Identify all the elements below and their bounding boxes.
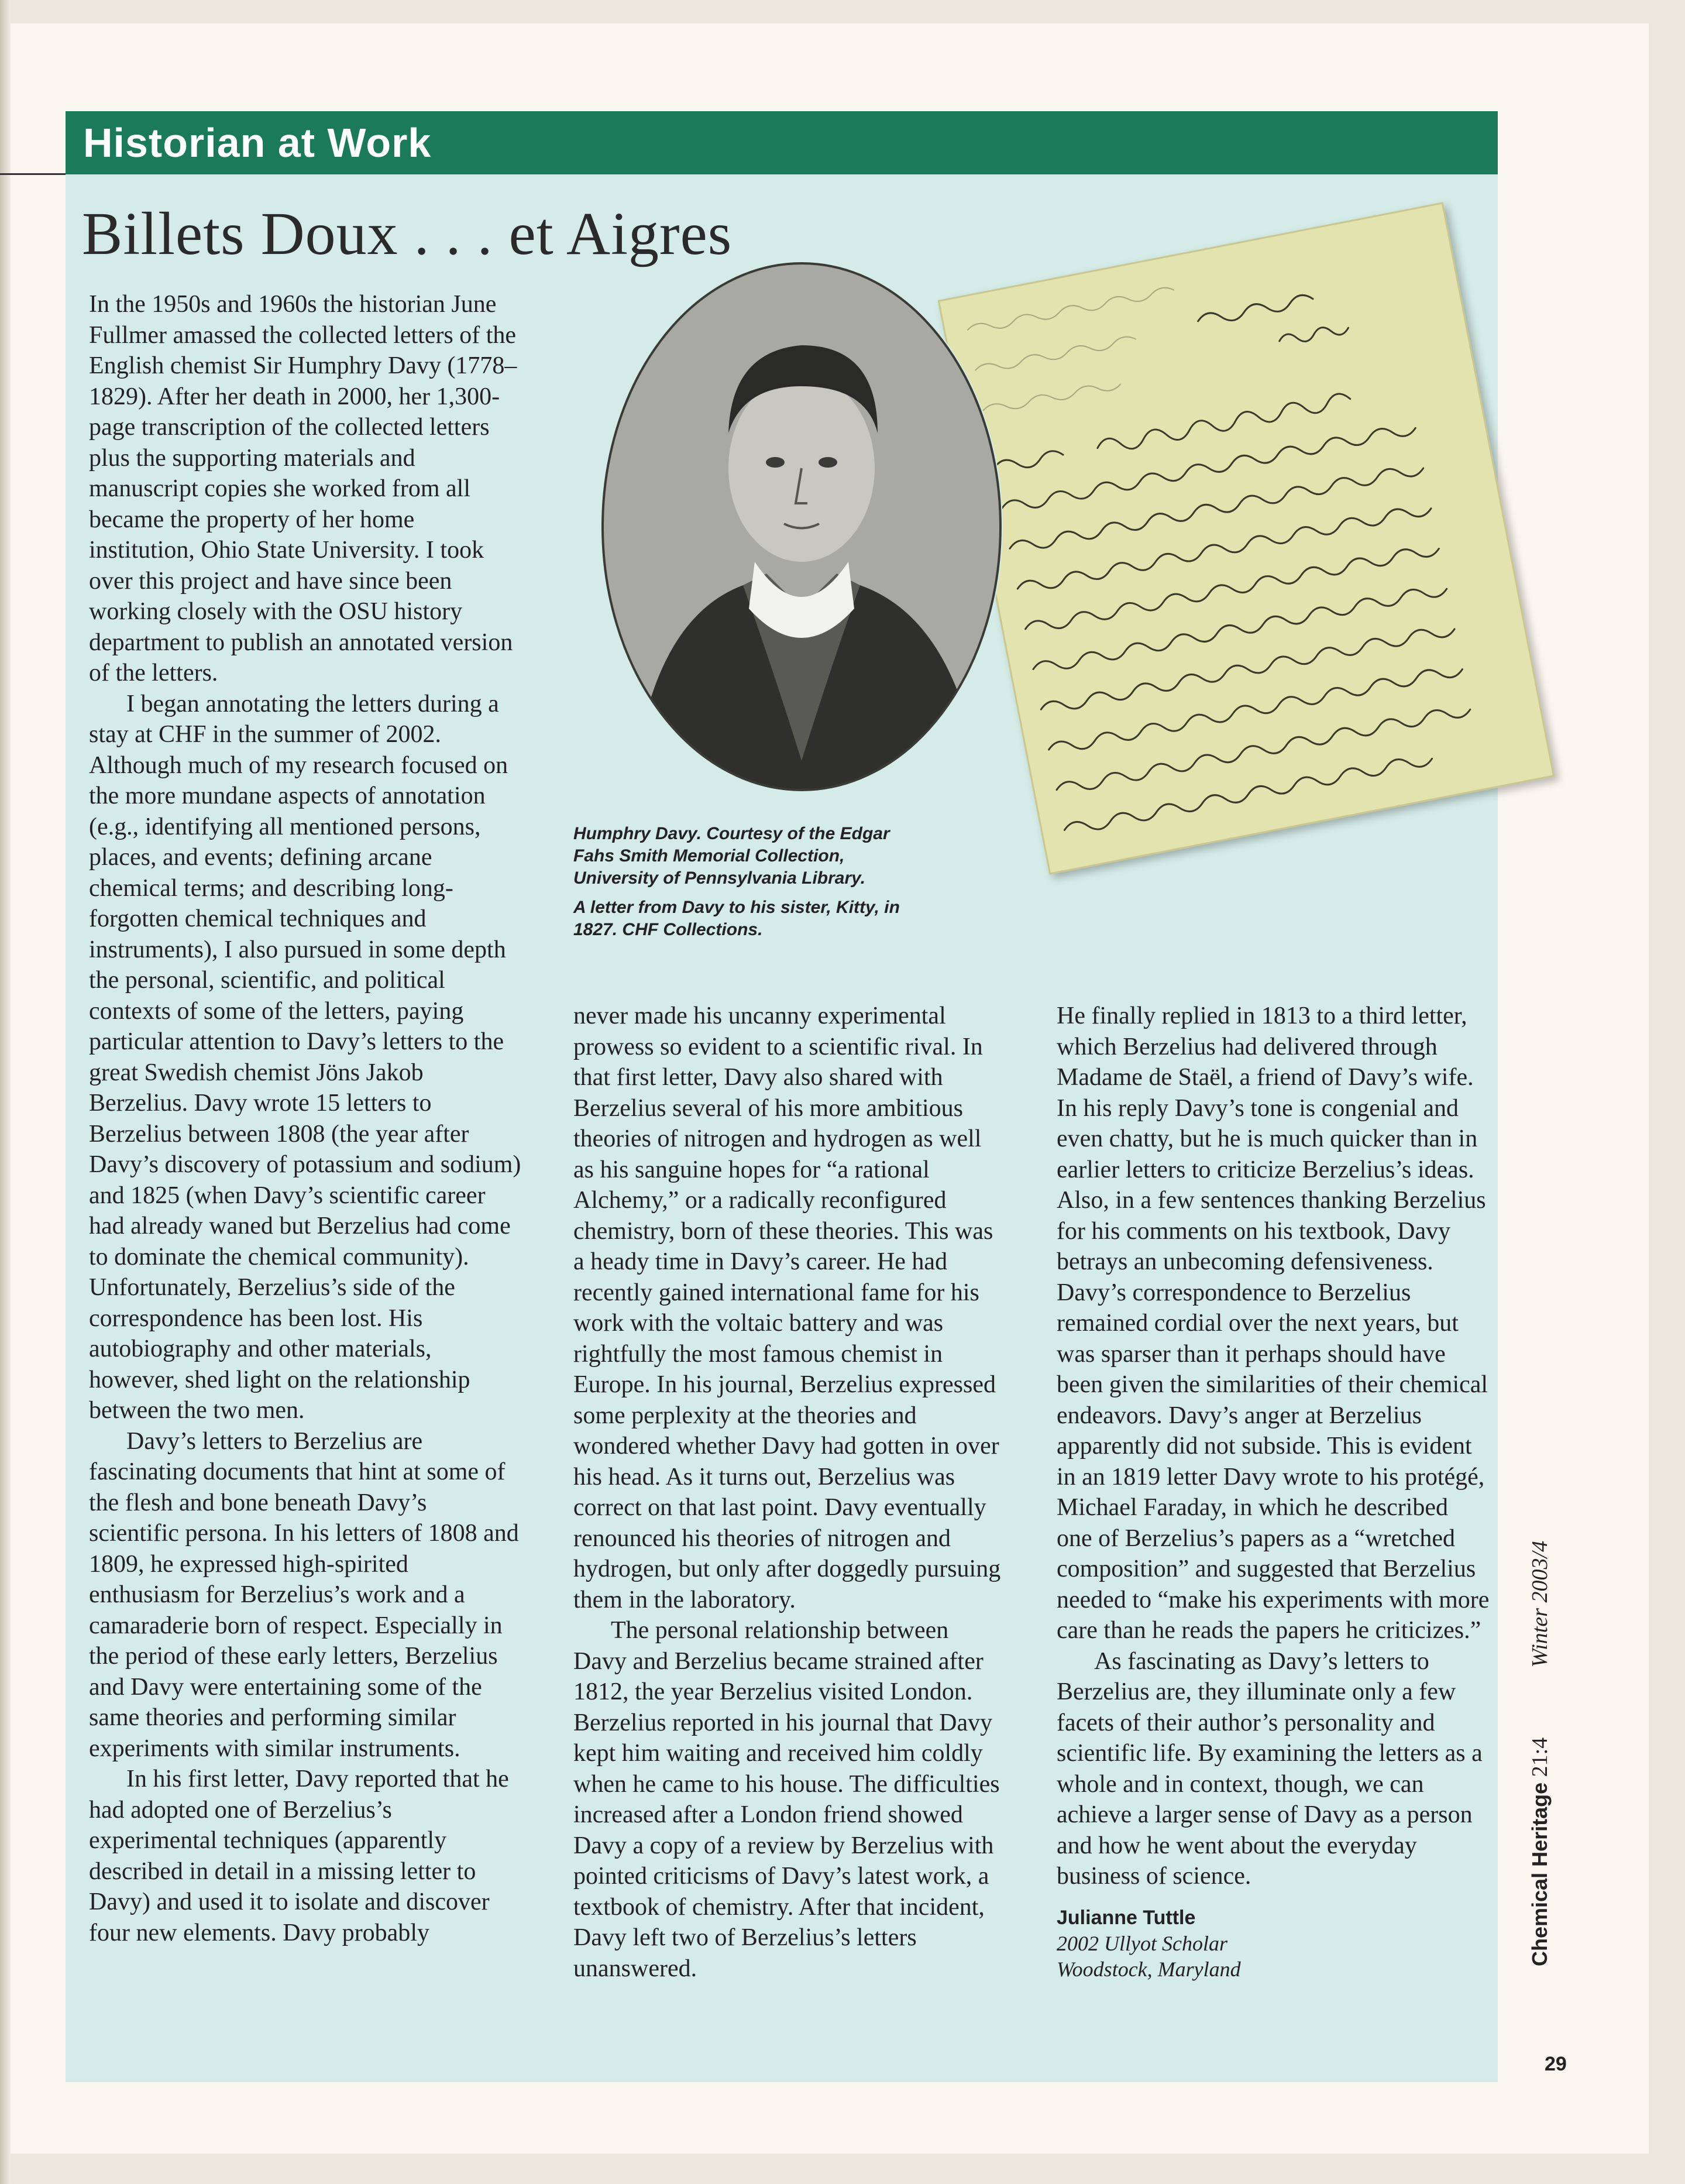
margin-rule xyxy=(0,173,76,175)
humphry-davy-portrait-icon xyxy=(597,257,1006,796)
page-number: 29 xyxy=(1545,2053,1567,2075)
paragraph: I began annotating the letters during a stay at CHF in the summer of 2002. Although much of my research focused on the more mundane aspects of annotation (e.g., identifying all mentioned persons, places, and events; defining arcane chemical terms; and describing long-forgotten chemical techniques and instruments), I also pursued in some depth the personal, scientific, and political contexts of some of the letters, paying particular attention to Davy’s letters to the great Swedish chemist Jöns Jakob Berzelius. Davy wrote 15 letters to Berzelius between 1808 (the year after Davy’s discovery of potassium and sodium) and 1825 (when Davy’s scientific career had already waned but Berzelius had come to dominate the chemical community). Unfortunately, Berzelius’s side of the correspondence has been lost. His autobiography and other materials, however, shed light on the relationship between the two men. xyxy=(89,690,521,1424)
paragraph: As fascinating as Davy’s letters to Berzelius are, they illuminate only a few facets of their author’s personality and scientific life. By examining the letters as a whole and in context, though, we can achieve a larger sense of Davy as a person and how he went about the everyday business of science. xyxy=(1057,1647,1483,1890)
paragraph: never made his uncanny experimental prowess so evident to a scientific rival. In that first letter, Davy also shared with Berzelius several of his more ambitious theories of nitrogen and hydrogen as well as his sanguine hopes for “a rational Alchemy,” or a radically reconfigured chemistry, born of these theories. This was a heady time in Davy’s career. He had recently gained international fame for his work with the voltaic battery and was rightfully the most famous chemist in Europe. In his journal, Berzelius expressed some perplexity at the theories and wondered whether Davy had gotten in over his head. As it turns out, Berzelius was correct on that last point. Davy eventually renounced his theories of nitrogen and hydrogen, but only after doggedly pursuing them in the laboratory. xyxy=(573,1002,1001,1613)
author-name: Julianne Tuttle xyxy=(1057,1906,1196,1929)
author-role: 2002 Ullyot Scholar xyxy=(1057,1931,1227,1955)
paragraph: Davy’s letters to Berzelius are fascinating documents that hint at some of the flesh and bone beneath Davy’s scientific persona. In his letters of 1808 and 1809, he expressed high-spirited enthusiasm for Berzelius’s work and a camaraderie born of respect. Especially in the period of these early letters, Berzelius and Davy were entertaining some of the same theories and performing similar experiments with similar instruments. xyxy=(89,1427,519,1762)
paragraph: The personal relationship between Davy and Berzelius became strained after 1812, the year Berzelius visited London. Berzelius reported in his journal that Davy kept him waiting and received him coldly when he came to his house. The difficulties increased after a London friend showed Davy a copy of a review by Berzelius with pointed criticisms of Davy’s latest work, a textbook of chemistry. After that incident, Davy left two of Berzelius’s letters unanswered. xyxy=(573,1617,1000,1982)
portrait-caption: Humphry Davy. Courtesy of the Edgar Fahs Smith Memorial Collection, University of Pennsylvania Library. xyxy=(573,824,890,888)
article-column-1 xyxy=(89,289,522,1948)
author-location: Woodstock, Maryland xyxy=(1057,1957,1241,1981)
section-title: Historian at Work xyxy=(83,120,432,166)
section-banner xyxy=(66,111,1498,174)
letter-image xyxy=(938,202,1555,875)
journal-season: Winter 2003/4 xyxy=(1528,1540,1552,1668)
article-headline: Billets Doux . . . et Aigres xyxy=(82,200,733,267)
letter-caption: A letter from Davy to his sister, Kitty, in 1827. CHF Collections. xyxy=(573,898,900,939)
page-spine-shadow xyxy=(0,0,11,2184)
article-column-3 xyxy=(1057,1001,1490,1982)
image-captions xyxy=(573,823,901,948)
journal-issue: 21:4 xyxy=(1528,1737,1552,1777)
journal-name: Chemical Heritage xyxy=(1528,1782,1552,1966)
author-byline xyxy=(1057,1905,1490,1982)
portrait-image xyxy=(597,257,1006,796)
handwritten-letter-icon xyxy=(938,202,1555,875)
article-column-2 xyxy=(573,1001,1006,1984)
journal-footer xyxy=(1527,1541,1553,1966)
paragraph: In his first letter, Davy reported that he had adopted one of Berzelius’s experimental techniques (apparently described in detail in a missing letter to Davy) and used it to isolate and discover four new elements. Davy probably xyxy=(89,1766,509,1946)
paragraph: He finally replied in 1813 to a third letter, which Berzelius had delivered through Madame de Staël, a friend of Davy’s wife. In his reply Davy’s tone is congenial and even chatty, but he is much quicker than in earlier letters to criticize Berzelius’s ideas. Also, in a few sentences thanking Berzelius for his comments on his textbook, Davy betrays an unbecoming defensiveness. Davy’s correspondence to Berzelius remained cordial over the next years, but was sparser than it perhaps should have been given the similarities of their chemical endeavors. Davy’s anger at Berzelius apparently did not subside. This is evident in an 1819 letter Davy wrote to his protégé, Michael Faraday, in which he described one of Berzelius’s papers as a “wretched composition” and suggested that Berzelius needed to “make his experiments with more care than he reads the papers he criticizes.” xyxy=(1057,1002,1490,1644)
paragraph: In the 1950s and 1960s the historian June Fullmer amassed the collected letters of the English chemist Sir Humphry Davy (1778–1829). After her death in 2000, her 1,300-page transcription of the collected letters plus the supporting materials and manuscript copies she worked from all became the property of her home institution, Ohio State University. I took over this project and have since been working closely with the OSU history department to publish an annotated version of the letters. xyxy=(89,291,517,686)
